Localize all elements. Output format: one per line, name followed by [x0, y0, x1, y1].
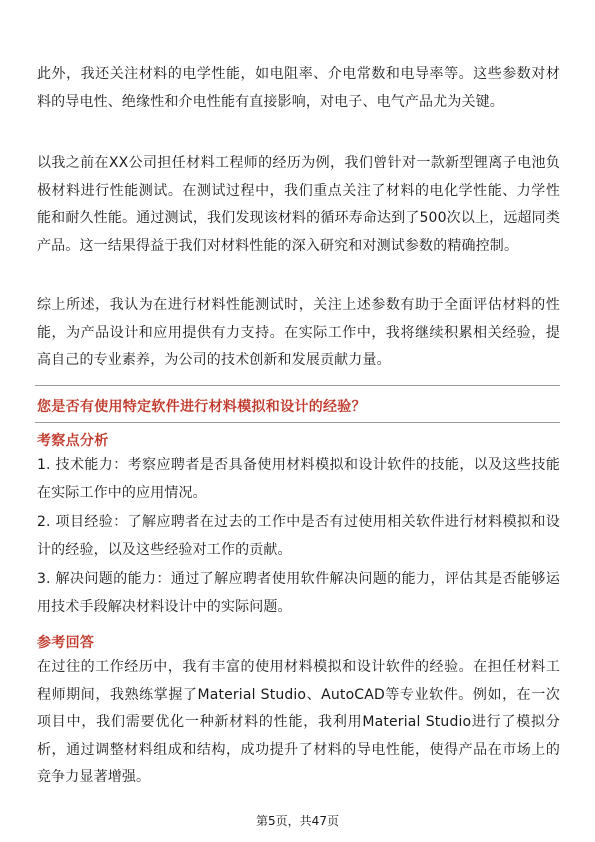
paragraph-conclusion: 综上所述，我认为在进行材料性能测试时，关注上述参数有助于全面评估材料的性能，为产品设计和应用提供有力支持。在实际工作中，我将继续积累相关经验，提高自己的专业素养，为公司的技术创新和发展贡献力量。: [37, 297, 560, 368]
answer-text: 在过往的工作经历中，我有丰富的使用材料模拟和设计软件的经验。在担任材料工程师期间，我熟练掌握了Material Studio、AutoCAD等专业软件。例如，在一次项目中，我们需要优化一种新材料的性能，我利用Material Studio进行了模拟分析，通过调整材料组成和结构，成功提升了材料的导电性能，使得产品在市场上的竞争力显著增强。: [37, 659, 560, 785]
analysis-item: 1. 技术能力：考察应聘者是否具备使用材料模拟和设计软件的技能，以及这些技能在实际工作中的应用情况。: [37, 457, 560, 501]
divider-bottom: [35, 422, 560, 423]
answer-heading: 参考回答: [37, 635, 95, 651]
paragraph-electrical-properties: 此外，我还关注材料的电学性能，如电阻率、介电常数和电导率等。这些参数对材料的导电性、绝缘性和介电性能有直接影响，对电子、电气产品尤为关键。: [37, 66, 560, 110]
paragraph-experience-example: 以我之前在XX公司担任材料工程师的经历为例，我们曾针对一款新型锂离子电池负极材料进行性能测试。在测试过程中，我们重点关注了材料的电化学性能、力学性能和耐久性能。通过测试，我们发现该材料的循环寿命达到了500次以上，远超同类产品。这一结果得益于我们对材料性能的深入研究和对测试参数的精确控制。: [37, 155, 560, 254]
page-number: 第5页，共47页: [256, 814, 339, 828]
divider-top: [35, 385, 560, 386]
question-title: 您是否有使用特定软件进行材料模拟和设计的经验？: [37, 399, 366, 415]
analysis-item: 2. 项目经验：了解应聘者在过去的工作中是否有过使用相关软件进行材料模拟和设计的经验，以及这些经验对工作的贡献。: [37, 514, 560, 558]
analysis-heading: 考察点分析: [37, 433, 109, 449]
analysis-item: 3. 解决问题的能力：通过了解应聘者使用软件解决问题的能力，评估其是否能够运用技术手段解决材料设计中的实际问题。: [37, 571, 560, 615]
